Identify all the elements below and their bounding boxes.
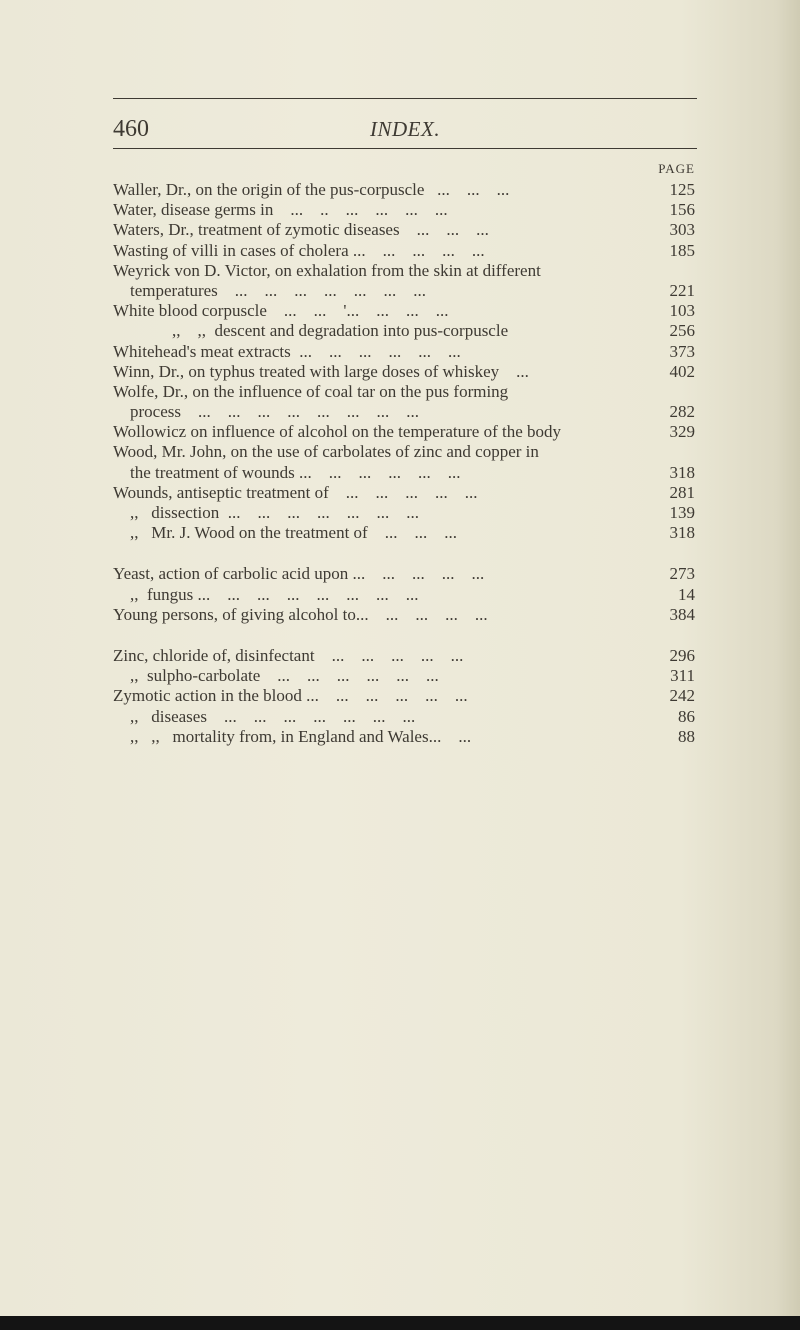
index-entries xyxy=(0,180,800,747)
index-entry xyxy=(0,241,800,261)
entry-page: 329 xyxy=(669,422,695,442)
index-entry xyxy=(0,585,800,605)
index-entry xyxy=(0,321,800,341)
entry-text: ,, diseases ... ... ... ... ... ... ... xyxy=(130,706,416,726)
entry-text: ,, sulpho-carbolate ... ... ... ... ... ... xyxy=(130,666,439,686)
entry-page: 242 xyxy=(669,686,695,706)
entry-page: 185 xyxy=(669,240,695,260)
running-head xyxy=(0,117,800,141)
entry-text: Zinc, chloride of, disinfectant ... ... ... ... ... xyxy=(113,645,464,665)
index-entry xyxy=(0,463,800,483)
entry-text: process ... ... ... ... ... ... ... ... xyxy=(130,402,419,422)
entry-page: 311 xyxy=(670,666,695,686)
index-entry xyxy=(0,261,800,281)
index-entry xyxy=(0,666,800,686)
entry-text: ,, dissection ... ... ... ... ... ... ... xyxy=(130,503,419,522)
entry-text: ,, ,, descent and degradation into pus-corpuscle xyxy=(172,321,509,341)
entry-text: Water, disease germs in ... .. ... ... ... ... xyxy=(113,200,448,220)
index-entry xyxy=(0,342,800,362)
running-title: INDEX. xyxy=(370,117,441,141)
index-entry xyxy=(0,442,800,462)
entry-page: 318 xyxy=(669,462,695,482)
index-entry xyxy=(0,402,800,422)
entry-page: 282 xyxy=(669,402,695,422)
entry-text: temperatures ... ... ... ... ... ... ... xyxy=(130,280,427,300)
index-entry xyxy=(0,564,800,584)
section-gap xyxy=(0,543,800,564)
index-entry xyxy=(0,281,800,301)
entry-page: 156 xyxy=(669,200,695,220)
index-entry xyxy=(0,646,800,666)
entry-page: 86 xyxy=(678,706,695,726)
index-entry xyxy=(0,422,800,442)
top-rule xyxy=(113,98,697,99)
entry-text: White blood corpuscle ... ... '... ... ... ... xyxy=(113,301,449,321)
entry-text: ,, ,, mortality from, in England and Wales... ... xyxy=(130,726,472,746)
entry-page: 384 xyxy=(669,604,695,624)
entry-page: 296 xyxy=(669,645,695,665)
entry-page: 256 xyxy=(669,321,695,341)
section-gap xyxy=(0,625,800,646)
entry-text: ,, fungus ... ... ... ... ... ... ... ... xyxy=(130,584,419,604)
entry-page: 273 xyxy=(669,564,695,584)
entry-text: Winn, Dr., on typhus treated with large doses of whiskey ... xyxy=(113,361,529,381)
header-rule xyxy=(113,148,697,149)
entry-text: Wounds, antiseptic treatment of ... ... ... ... ... xyxy=(113,482,478,502)
entry-text: ,, Mr. J. Wood on the treatment of ... ... ... xyxy=(130,523,457,543)
entry-text: Whitehead's meat extracts ... ... ... ... ... ... xyxy=(113,341,461,361)
entry-text: Young persons, of giving alcohol to... ... ... ... ... xyxy=(113,604,488,624)
index-entry xyxy=(0,200,800,220)
entry-text: Wood, Mr. John, on the use of carbolates of zinc and copper in xyxy=(113,442,539,462)
entry-page: 221 xyxy=(669,280,695,300)
entry-text: Weyrick von D. Victor, on exhalation from the skin at different xyxy=(113,260,541,280)
entry-text: Wolfe, Dr., on the influence of coal tar on the pus forming xyxy=(113,381,509,401)
entry-page: 402 xyxy=(669,361,695,381)
index-entry xyxy=(0,503,800,523)
entry-text: Wasting of villi in cases of cholera ... ... ... ... ... xyxy=(113,240,485,260)
entry-page: 125 xyxy=(669,180,695,199)
entry-page: 373 xyxy=(669,341,695,361)
index-entry xyxy=(0,605,800,625)
index-entry xyxy=(0,707,800,727)
entry-text: the treatment of wounds ... ... ... ... ... ... xyxy=(130,462,461,482)
page-column-label: PAGE xyxy=(658,161,695,176)
index-entry xyxy=(0,180,800,200)
entry-page: 318 xyxy=(669,523,695,543)
entry-page: 103 xyxy=(669,301,695,321)
index-entry xyxy=(0,686,800,706)
entry-page: 281 xyxy=(669,482,695,502)
index-entry xyxy=(0,220,800,240)
entry-page: 14 xyxy=(678,584,695,604)
entry-text: Waters, Dr., treatment of zymotic diseases ... ... ... xyxy=(113,220,489,240)
index-entry xyxy=(0,301,800,321)
entry-page: 303 xyxy=(669,220,695,240)
page-number: 460 xyxy=(113,116,149,142)
entry-text: Wollowicz on influence of alcohol on the temperature of the body xyxy=(113,422,562,442)
scan-bottom-edge xyxy=(0,1316,800,1330)
entry-text: Zymotic action in the blood ... ... ... ... ... ... xyxy=(113,686,468,706)
index-entry xyxy=(0,483,800,503)
index-entry xyxy=(0,727,800,747)
index-entry xyxy=(0,382,800,402)
entry-page: 88 xyxy=(678,726,695,746)
entry-text: Waller, Dr., on the origin of the pus-corpuscle ... ... ... xyxy=(113,180,510,199)
entry-page: 139 xyxy=(669,503,695,522)
index-entry xyxy=(0,362,800,382)
entry-text: Yeast, action of carbolic acid upon ... ... ... ... ... xyxy=(113,564,485,584)
index-entry xyxy=(0,523,800,543)
